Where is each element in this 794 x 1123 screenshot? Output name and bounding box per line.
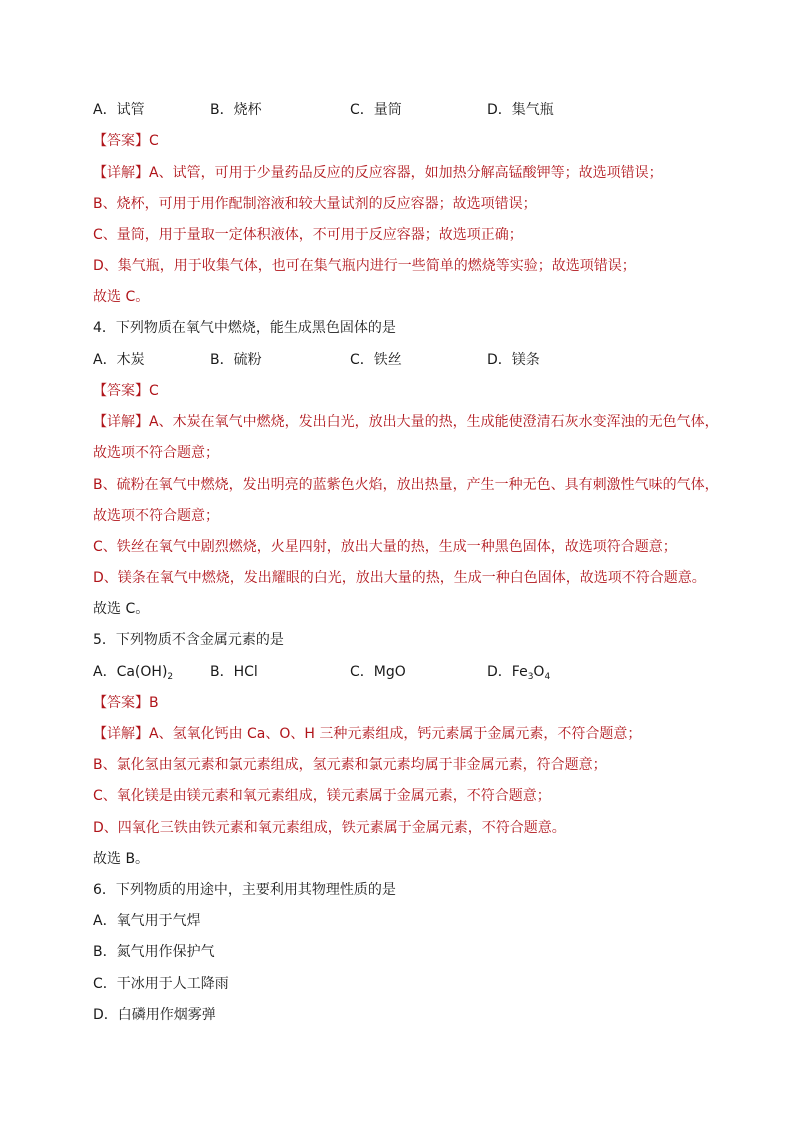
q3-answer — [93, 131, 159, 151]
q4-detail-line-3: B、硫粉在氧气中燃烧，发出明亮的蓝紫色火焰，放出热量，产生一种无色、具有刺激性气味的气体， — [93, 477, 719, 493]
formula-text: D．Fe — [487, 664, 528, 680]
subscript: 4 — [544, 672, 551, 682]
detail-tag: 【详解】 — [93, 414, 149, 430]
q4-detail-line-6: D、镁条在氧气中燃烧，发出耀眼的白光，放出大量的热，生成一种白色固体，故选项不符合题意。 — [93, 570, 706, 586]
q6-stem: 6．下列物质的用途中，主要利用其物理性质的是 — [93, 882, 396, 898]
q5-detail-line-1 — [93, 724, 641, 744]
detail-text: A、试管，可用于少量药品反应的反应容器，如加热分解高锰酸钾等；故选项错误； — [149, 165, 663, 181]
detail-tag: 【详解】 — [93, 165, 149, 181]
q4-detail-line-2: 故选项不符合题意； — [93, 445, 219, 461]
answer-tag: 【答案】 — [93, 695, 149, 711]
q3-option-d: D．集气瓶 — [487, 102, 554, 118]
q4-stem: 4．下列物质在氧气中燃烧，能生成黑色固体的是 — [93, 320, 396, 336]
q5-option-c: C．MgO — [350, 664, 406, 680]
detail-text: A、木炭在氧气中燃烧，发出白光，放出大量的热，生成能使澄清石灰水变浑浊的无色气体， — [149, 414, 719, 430]
detail-text: A、氢氧化钙由 Ca、O、H 三种元素组成，钙元素属于金属元素，不符合题意； — [149, 726, 642, 742]
q4-option-a: A．木炭 — [93, 352, 145, 368]
subscript: 2 — [167, 672, 174, 682]
answer-tag: 【答案】 — [93, 383, 149, 399]
q6-option-b: B．氮气用作保护气 — [93, 944, 215, 960]
q5-option-d — [487, 662, 550, 682]
q3-detail-line-2: B、烧杯，可用于用作配制溶液和较大量试剂的反应容器；故选项错误； — [93, 196, 537, 212]
q5-detail-line-2: B、氯化氢由氢元素和氯元素组成，氢元素和氯元素均属于非金属元素，符合题意； — [93, 757, 607, 773]
q6-option-d: D．白磷用作烟雾弹 — [93, 1007, 216, 1023]
q4-option-d: D．镁条 — [487, 352, 540, 368]
subscript: 3 — [527, 672, 534, 682]
q4-conclusion: 故选 C。 — [93, 601, 150, 617]
q4-option-b: B．硫粉 — [210, 352, 262, 368]
q4-option-c: C．铁丝 — [350, 352, 402, 368]
q3-conclusion: 故选 C。 — [93, 289, 150, 305]
formula-text: A．Ca(OH) — [93, 664, 168, 680]
answer-value: B — [149, 695, 159, 711]
q6-option-a: A．氧气用于气焊 — [93, 913, 201, 929]
q3-option-b: B．烧杯 — [210, 102, 262, 118]
q3-option-c: C．量筒 — [350, 102, 402, 118]
q4-detail-line-1 — [93, 412, 719, 432]
q5-conclusion: 故选 B。 — [93, 851, 150, 867]
q6-option-c: C．干冰用于人工降雨 — [93, 976, 229, 992]
q3-detail-line-1 — [93, 163, 663, 183]
q5-stem: 5．下列物质不含金属元素的是 — [93, 632, 284, 648]
q3-detail-line-3: C、量筒，用于量取一定体积液体，不可用于反应容器；故选项正确； — [93, 227, 523, 243]
q3-option-a: A．试管 — [93, 102, 145, 118]
q4-detail-line-4: 故选项不符合题意； — [93, 508, 219, 524]
q5-detail-line-3: C、氧化镁是由镁元素和氧元素组成，镁元素属于金属元素，不符合题意； — [93, 788, 551, 804]
answer-value: C — [149, 133, 159, 149]
q4-answer — [93, 381, 159, 401]
answer-tag: 【答案】 — [93, 133, 149, 149]
q5-answer — [93, 693, 159, 713]
formula-text: O — [533, 664, 545, 680]
q5-option-b: B．HCl — [210, 664, 258, 680]
q3-detail-line-4: D、集气瓶，用于收集气体，也可在集气瓶内进行一些简单的燃烧等实验；故选项错误； — [93, 258, 636, 274]
q5-option-a — [93, 662, 173, 682]
q4-detail-line-5: C、铁丝在氧气中剧烈燃烧，火星四射，放出大量的热，生成一种黑色固体，故选项符合题意； — [93, 539, 677, 555]
detail-tag: 【详解】 — [93, 726, 149, 742]
answer-value: C — [149, 383, 159, 399]
q5-detail-line-4: D、四氧化三铁由铁元素和氧元素组成，铁元素属于金属元素，不符合题意。 — [93, 820, 566, 836]
